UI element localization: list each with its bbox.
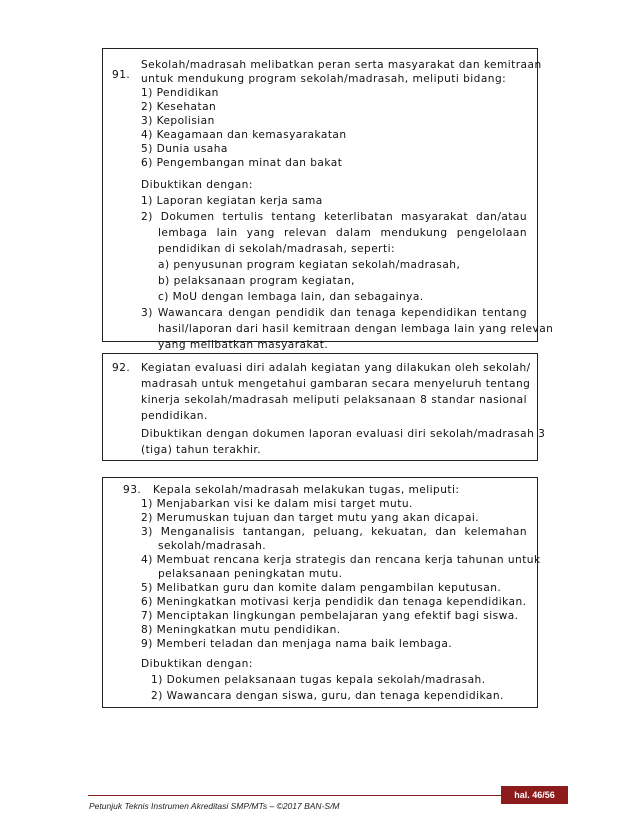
item-92-box xyxy=(102,353,546,461)
evidence-subitem: c) MoU dengan lembaga lain, dan sebagainya. xyxy=(158,291,424,303)
item-number: 92. xyxy=(112,362,131,374)
list-item: 6) Pengembangan minat dan bakat xyxy=(141,157,343,169)
list-item: 3) Menganalisis tantangan, peluang, kekuatan, dan kelemahan xyxy=(141,526,527,538)
evidence-item: 1) Dokumen pelaksanaan tugas kepala sekolah/madrasah. xyxy=(151,674,486,686)
list-item: pelaksanaan peningkatan mutu. xyxy=(158,568,343,580)
list-item: 2) Merumuskan tujuan dan target mutu yang akan dicapai. xyxy=(141,512,480,524)
item-text: Kegiatan evaluasi diri adalah kegiatan yang dilakukan oleh sekolah/ xyxy=(141,362,531,374)
list-item: 4) Membuat rencana kerja strategis dan rencana kerja tahunan untuk xyxy=(141,554,541,566)
item-text: kinerja sekolah/madrasah meliputi pelaksanaan 8 standar nasional xyxy=(141,394,527,406)
item-text: Sekolah/madrasah melibatkan peran serta masyarakat dan kemitraan xyxy=(141,59,542,71)
list-item: 8) Meningkatkan mutu pendidikan. xyxy=(141,624,341,636)
list-item: 2) Kesehatan xyxy=(141,101,217,113)
evidence-item: Dibuktikan dengan: xyxy=(141,658,253,670)
list-item: 7) Menciptakan lingkungan pembelajaran yang efektif bagi siswa. xyxy=(141,610,519,622)
page-number-badge: hal. 46/56 xyxy=(501,786,568,804)
footer-rule xyxy=(88,795,568,796)
item-text: pendidikan. xyxy=(141,410,208,422)
evidence-item: yang melibatkan masyarakat. xyxy=(158,339,329,351)
item-number: 91. xyxy=(112,69,131,81)
evidence-item: pendidikan di sekolah/madrasah, seperti: xyxy=(158,243,395,255)
evidence-subitem: b) pelaksanaan program kegiatan, xyxy=(158,275,355,287)
evidence-item: hasil/laporan dari hasil kemitraan dengan lembaga lain yang relevan xyxy=(158,323,554,335)
item-91-box-lower xyxy=(102,48,554,342)
item-number-text: 93. xyxy=(123,484,142,496)
list-item: 6) Meningkatkan motivasi kerja pendidik dan tenaga kependidikan. xyxy=(141,596,527,608)
list-item: 1) Pendidikan xyxy=(141,87,219,99)
list-item: sekolah/madrasah. xyxy=(158,540,267,552)
footer-text: Petunjuk Teknis Instrumen Akreditasi SMP/MTs – ©2017 BAN-S/M xyxy=(89,801,340,811)
item-93-evidence xyxy=(102,477,541,708)
evidence-item: 1) Laporan kegiatan kerja sama xyxy=(141,195,323,207)
evidence-item: lembaga lain yang relevan dalam mendukung pengelolaan xyxy=(158,227,527,239)
item-text: madrasah untuk mengetahui gambaran secara menyeluruh tentang xyxy=(141,378,531,390)
list-item: 5) Dunia usaha xyxy=(141,143,228,155)
list-item: 4) Keagamaan dan kemasyarakatan xyxy=(141,129,347,141)
evidence-item: 2) Wawancara dengan siswa, guru, dan tenaga kependidikan. xyxy=(151,690,504,702)
list-item: 3) Kepolisian xyxy=(141,115,215,127)
evidence-item: 2) Dokumen tertulis tentang keterlibatan masyarakat dan/atau xyxy=(141,211,527,223)
evidence-text: Dibuktikan dengan dokumen laporan evaluasi diri sekolah/madrasah 3 xyxy=(141,428,546,440)
list-item: 1) Menjabarkan visi ke dalam misi target mutu. xyxy=(141,498,413,510)
list-item: 5) Melibatkan guru dan komite dalam pengambilan keputusan. xyxy=(141,582,502,594)
list-item: 9) Memberi teladan dan menjaga nama baik lembaga. xyxy=(141,638,453,650)
evidence-item: 3) Wawancara dengan pendidik dan tenaga kependidikan tentang xyxy=(141,307,527,319)
evidence-text: (tiga) tahun terakhir. xyxy=(141,444,262,456)
item-text: Kepala sekolah/madrasah melakukan tugas, meliputi: xyxy=(153,484,460,496)
evidence-subitem: a) penyusunan program kegiatan sekolah/madrasah, xyxy=(158,259,461,271)
item-text: untuk mendukung program sekolah/madrasah, meliputi bidang: xyxy=(141,73,507,85)
evidence-heading: Dibuktikan dengan: xyxy=(141,179,253,191)
